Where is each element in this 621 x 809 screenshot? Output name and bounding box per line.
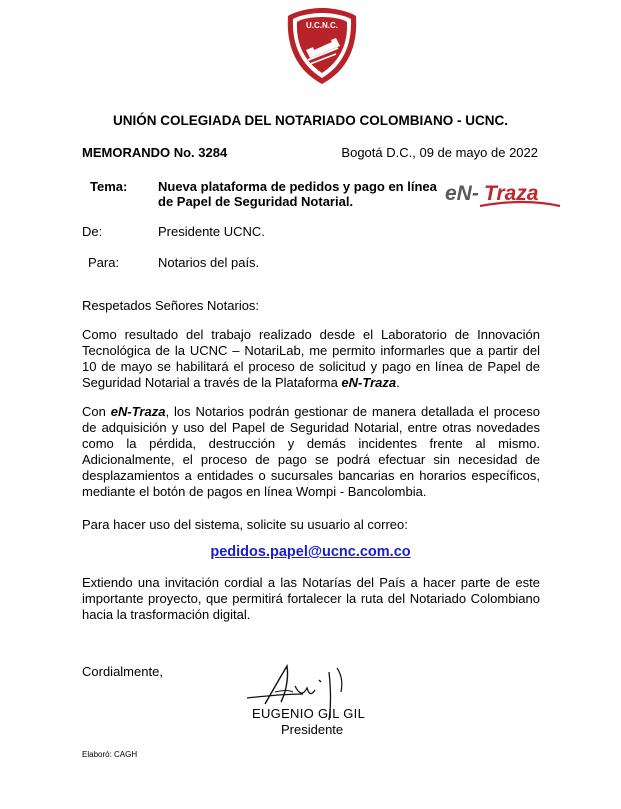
de-value: Presidente UCNC. bbox=[158, 224, 265, 239]
paragraph-1 bbox=[82, 327, 540, 391]
paragraph-1-text: Como resultado del trabajo realizado desde el Laboratorio de Innovación Tecnológica de la UCNC – NotariLab, me permito informarles que a partir del 10 de mayo se habilitará el proceso de solicitud y pago en línea de Papel de Seguridad Notarial a través de la Plataforma bbox=[82, 327, 540, 390]
memo-date: Bogotá D.C., 09 de mayo de 2022 bbox=[341, 145, 538, 160]
organization-title: UNIÓN COLEGIADA DEL NOTARIADO COLOMBIANO - UCNC. bbox=[113, 113, 508, 128]
seal-text: U.C.N.C. bbox=[306, 21, 338, 30]
para-value: Notarios del país. bbox=[158, 255, 260, 270]
email-link[interactable]: pedidos.papel@ucnc.com.co bbox=[210, 544, 411, 560]
paragraph-3: Para hacer uso del sistema, solicite su usuario al correo: bbox=[82, 517, 408, 532]
entraza-logo bbox=[444, 176, 562, 210]
memo-number: MEMORANDO No. 3284 bbox=[82, 145, 228, 160]
closing-salutation: Cordialmente, bbox=[82, 664, 163, 679]
paragraph-1-end: . bbox=[396, 375, 400, 390]
paragraph-2 bbox=[82, 404, 540, 500]
entraza-mention: eN-Traza bbox=[110, 404, 166, 419]
paragraph-4: Extiendo una invitación cordial a las Notarías del País a hacer parte de este importante proyecto, que permitirá fortalecer la ruta del Notariado Colombiano hacia la trasformación digital. bbox=[82, 575, 540, 622]
signer-name: EUGENIO GIL GIL bbox=[252, 706, 366, 721]
prepared-by: Elaboró: CAGH bbox=[82, 750, 138, 759]
tema-text bbox=[158, 179, 443, 209]
para-label: Para: bbox=[88, 255, 120, 270]
de-label: De: bbox=[82, 224, 103, 239]
entraza-mention: eN-Traza bbox=[341, 375, 397, 390]
entraza-logo-part1: eN- bbox=[445, 182, 479, 205]
paragraph-2-start: Con bbox=[82, 404, 111, 419]
tema-line-1: Nueva plataforma de pedidos y pago en línea bbox=[158, 179, 437, 194]
tema-line-2: de Papel de Seguridad Notarial. bbox=[158, 194, 354, 209]
tema-label: Tema: bbox=[90, 179, 128, 194]
entraza-logo-part2: Traza bbox=[484, 182, 539, 205]
greeting: Respetados Señores Notarios: bbox=[82, 298, 260, 313]
signer-role: Presidente bbox=[281, 722, 344, 737]
paragraph-2-text: , los Notarios podrán gestionar de manera detallada el proceso de adquisición y uso del Papel de Seguridad Notarial, entre otras novedades como la pérdida, destrucción y demás incidentes frente al mismo. Adicionalmente, el proceso de pago se podrá efectuar sin necesidad de desplazamientos a entidades o sucursales bancarias en horarios específicos, mediante el botón de pagos en línea Wompi - Bancolombia. bbox=[82, 404, 540, 499]
ucnc-seal-logo bbox=[284, 6, 360, 86]
